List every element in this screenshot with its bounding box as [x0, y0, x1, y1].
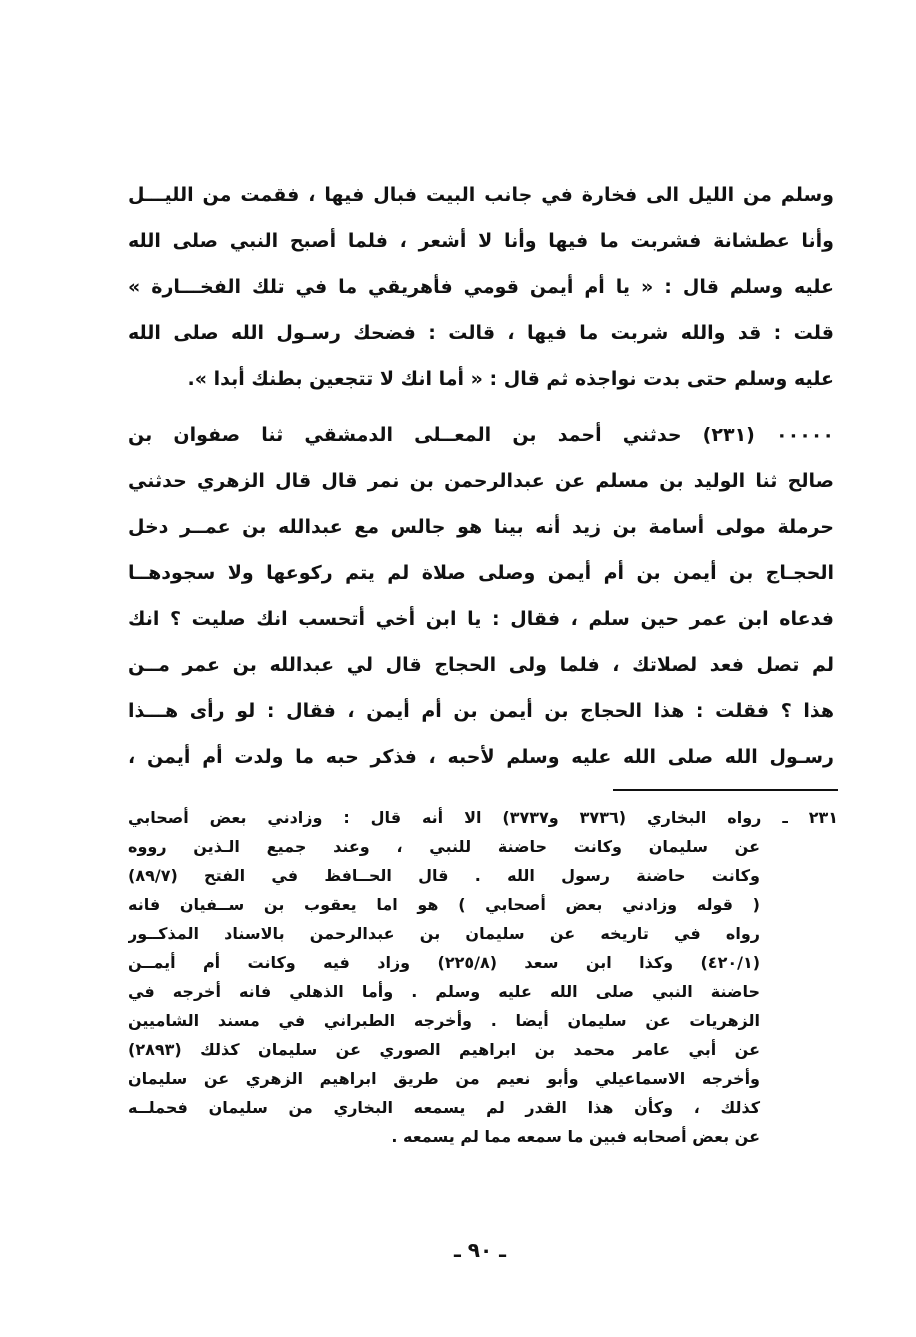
main-text-line: الحجـاج بن أيمن بن أم أيمن وصلى صلاة لم يتم ركوعها ولا سجودهــا — [128, 562, 834, 584]
footnote-line: وكانت حاضنة رسول الله . قال الحــافظ في الفتح (٨٩/٧) — [128, 866, 760, 885]
main-text-line: هذا ؟ فقلت : هذا الحجاج بن أيمن بن أم أيمن ، فقال : لو رأى هـــذا — [128, 700, 834, 722]
footnotes-block — [128, 803, 838, 1151]
footnote-line: عن سليمان وكانت حاضنة للنبي ، وعند جميع الـذين رووه — [128, 837, 760, 856]
main-text-line: فدعاه ابن عمر حين سلم ، فقال : يا ابن أخي أتحسب انك صليت ؟ انك — [128, 608, 834, 630]
main-text-line: صالح ثنا الوليد بن مسلم عن عبدالرحمن بن نمر قال قال الزهري حدثني — [128, 470, 834, 492]
main-text-line: وأنا عطشانة فشربت ما فيها وأنا لا أشعر ، فلما أصبح النبي صلى الله — [128, 230, 834, 252]
main-text-line: عليه وسلم حتى بدت نواجذه ثم قال : « أما انك لا تتجعين بطنك أبدا ». — [187, 368, 834, 390]
main-text-line: رسـول الله صلى الله عليه وسلم لأحبه ، فذكر حبه ما ولدت أم أيمن ، — [128, 746, 834, 768]
footnote-line: ( قوله وزادني بعض أصحابي ) هو اما يعقوب بن ســفيان فانه — [128, 895, 760, 914]
footnote-line: وأخرجه الاسماعيلي وأبو نعيم من طريق ابراهيم الزهري عن سليمان — [128, 1069, 760, 1088]
main-text-block — [128, 172, 834, 780]
main-text-line: قلت : قد والله شربت ما فيها ، قالت : فضحك رسـول الله صلى الله — [128, 322, 834, 344]
footnote-line: حاضنة النبي صلى الله عليه وسلم . وأما الذهلي فانه أخرجه في — [128, 982, 760, 1001]
footnote-line: رواه في تاريخه عن سليمان بن عبدالرحمن بالاسناد المذكــور — [128, 924, 760, 943]
hadith-number-line: ٠٠٠٠٠ (٢٣١) حدثني أحمد بن المعــلى الدمشقي ثنا صفوان بن — [128, 424, 834, 446]
page-number: ـ ٩٠ ـ — [453, 1238, 507, 1262]
footnote-line: كذلك ، وكأن هذا القدر لم يسمعه البخاري من سليمان فحملــه — [128, 1098, 760, 1117]
footnote-line: عن بعض أصحابه فبين ما سمعه مما لم يسمعه . — [391, 1127, 760, 1146]
footnote-line: (٤٢٠/١) وكذا ابن سعد (٢٢٥/٨) وزاد فيه وكانت أم أيمــن — [128, 953, 761, 972]
main-text-line: لم تصل فعد لصلاتك ، فلما ولى الحجاج قال لي عبدالله بن عمر مــن — [128, 654, 834, 676]
footnote-line: ٢٣١ ـ رواه البخاري (٣٧٣٦ و٣٧٣٧) الا أنه قال : وزادني بعض أصحابي — [128, 808, 838, 827]
footnote-line: الزهريات عن سليمان أيضا . وأخرجه الطبراني في مسند الشاميين — [128, 1011, 760, 1030]
main-text-line: وسلم من الليل الى فخارة في جانب البيت فبال فيها ، فقمت من الليـــل — [128, 184, 834, 206]
main-text-line: حرملة مولى أسامة بن زيد أنه بينا هو جالس مع عبدالله بن عمــر دخل — [128, 516, 834, 538]
footnote-separator — [613, 789, 838, 791]
paragraph-gap — [128, 402, 834, 412]
main-text-line: عليه وسلم قال : « يا أم أيمن قومي فأهريقي ما في تلك الفخـــارة » — [128, 276, 834, 298]
footnote-line: عن أبي عامر محمد بن ابراهيم الصوري عن سليمان كذلك (٢٨٩٣) — [128, 1040, 760, 1059]
